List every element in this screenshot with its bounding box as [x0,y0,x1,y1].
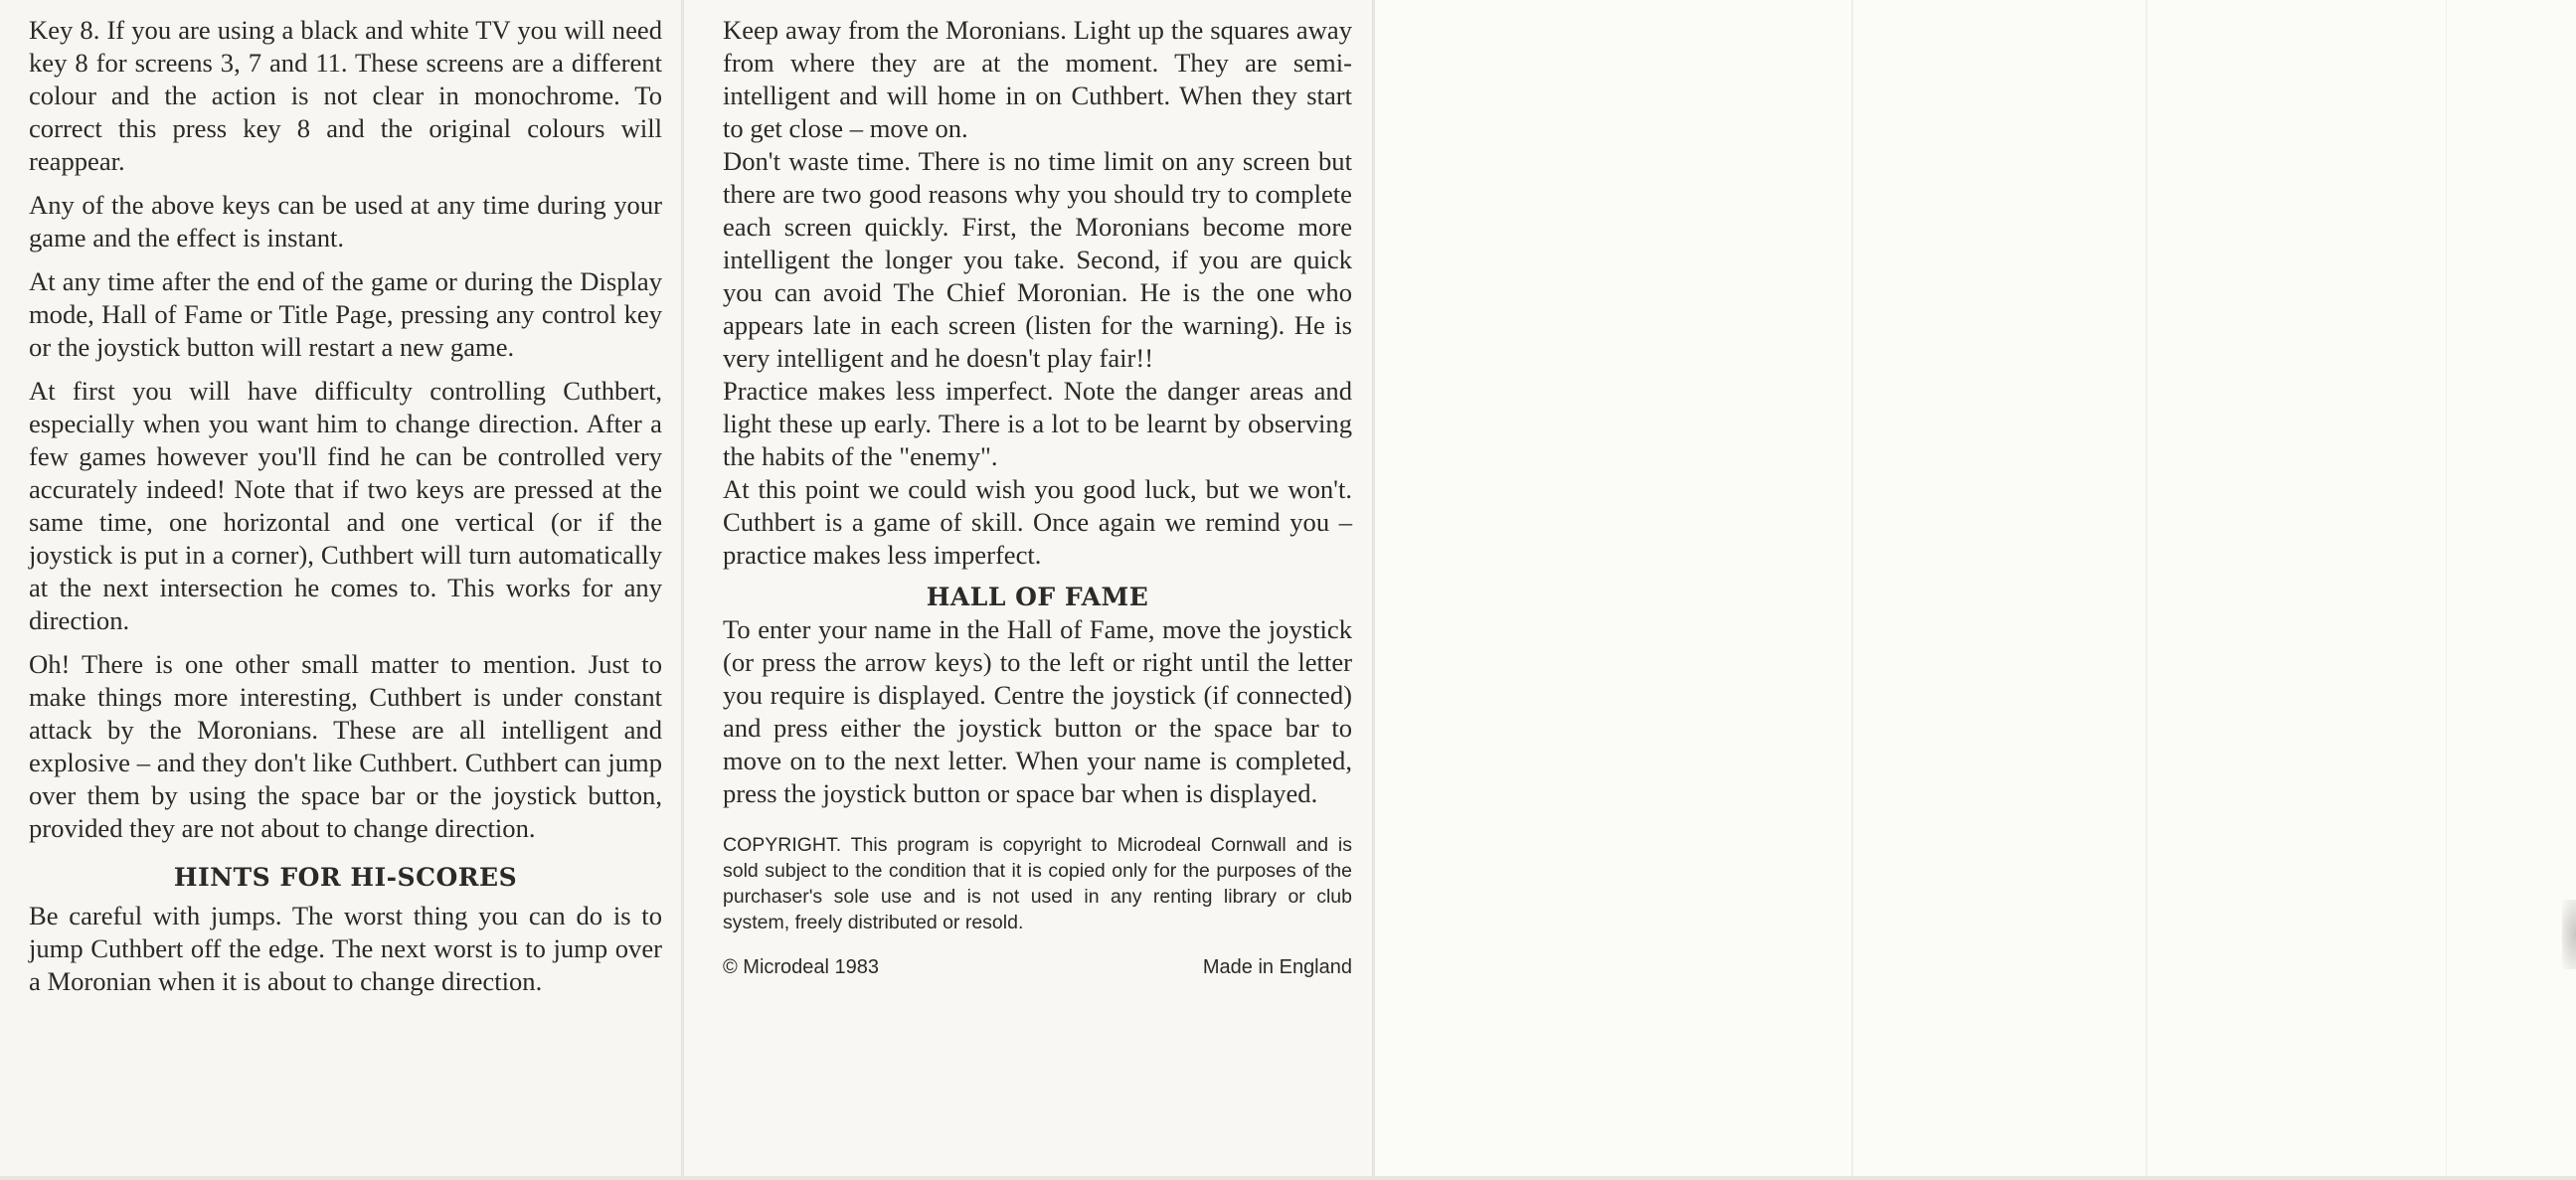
origin-label: Made in England [1202,955,1352,978]
middle-panel [684,0,1374,1180]
paragraph-keys-any-time: Any of the above keys can be used at any time during your game and the effect is instant. [29,190,662,253]
paper-edge [0,1176,2576,1180]
paragraph-key-8: Key 8. If you are using a black and white TV you will need key 8 for screens 3, 7 and 11. These screens are a different colour and the action is not clear in monochrome. To correct this press key 8 and the original colours will reappear. [29,15,662,176]
fold-line [2146,0,2147,1180]
paragraph-good-luck: At this point we could wish you good luck, but we won't. Cuthbert is a game of skill. Once again we remind you – practice makes less imperfect. [723,474,1352,570]
paragraph-dont-waste-time: Don't waste time. There is no time limit on any screen but there are two good reasons why you should try to complete each screen quickly. First, the Moronians become more intelligent the longer you take. Second, if you are quick you can avoid The Chief Moronian. He is the one who appears late in each screen (listen for the warning). He is very intelligent and he doesn't play fair!! [723,146,1352,373]
paragraph-controlling: At first you will have difficulty controlling Cuthbert, especially when you want him to change direction. After a few games however you'll find he can be controlled very accurately indeed! Note that if two keys are pressed at the same time, one horizontal and one vertical (or if the joystick is put in a corner), Cuthbert will turn automatically at the next intersection he comes to. This works for any direction. [29,376,662,635]
blank-panel [1374,0,2576,1180]
paragraph-hall-of-fame: To enter your name in the Hall of Fame, move the joystick (or press the arrow keys) to the left or right until the letter you require is displayed. Centre the joystick (if connected) and press either the joystick button or the space bar to move on to the next letter. When your name is completed, press the joystick button or space bar when is displayed. [723,614,1352,808]
paper-smudge [2562,900,2576,969]
paragraph-restart: At any time after the end of the game or during the Display mode, Hall of Fame or Title Page, pressing any control key or the joystick button will restart a new game. [29,266,662,362]
hints-heading: HINTS FOR HI-SCORES [173,863,518,892]
fold-line [1372,0,1375,1180]
fold-line [1851,0,1853,1180]
hall-of-fame-heading: HALL OF FAME [926,583,1149,611]
paragraph-hints: Be careful with jumps. The worst thing you can do is to jump Cuthbert off the edge. The next worst is to jump over a Moronian when it is about to change direction. [29,901,662,996]
paragraph-practice: Practice makes less imperfect. Note the danger areas and light these up early. There is a lot to be learnt by observing the habits of the "enemy". [723,376,1352,471]
left-panel [0,0,684,1180]
footer [723,955,1352,979]
paragraph-keep-away: Keep away from the Moronians. Light up the squares away from where they are at the moment. They are semi-intelligent and will home in on Cuthbert. When they start to get close – move on. [723,15,1352,143]
fold-line [681,0,684,1180]
publisher-credit: © Microdeal 1983 [723,955,880,978]
copyright-notice: COPYRIGHT. This program is copyright to Microdeal Cornwall and is sold subject to the condition that it is copied only for the purposes of the purchaser's sole use and is not used in any renting library or club system, freely distributed or resold. [723,834,1352,933]
fold-line [2446,0,2447,1180]
paragraph-moronians: Oh! There is one other small matter to mention. Just to make things more interesting, Cuthbert is under constant attack by the Moronians. These are all intelligent and explosive – and they don't like Cuthbert. Cuthbert can jump over them by using the space bar or the joystick button, provided they are not about to change direction. [29,649,662,843]
